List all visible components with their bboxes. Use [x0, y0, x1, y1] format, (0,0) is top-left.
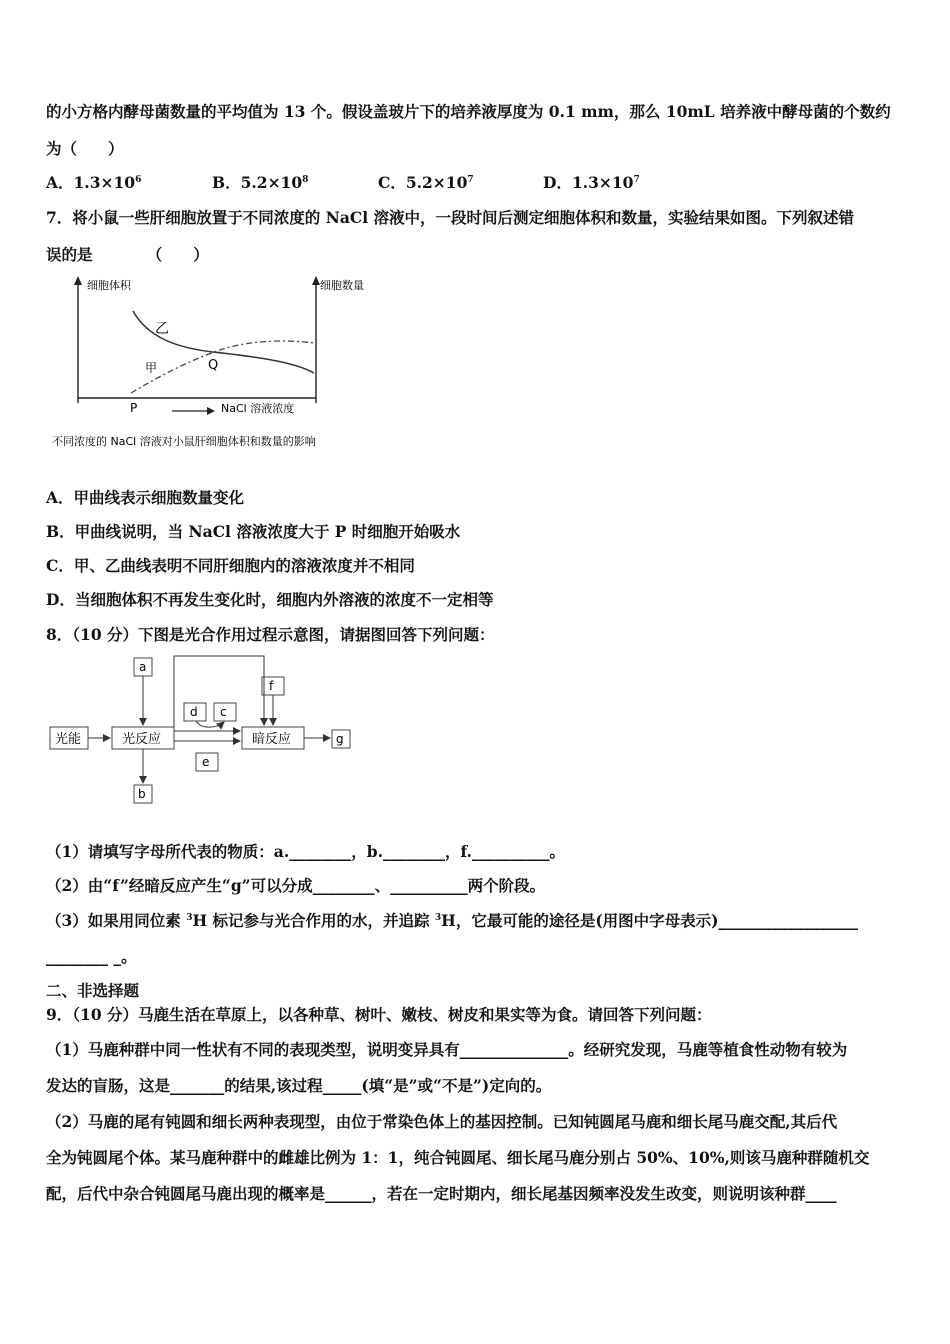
arrow-d-to-c — [196, 721, 224, 727]
q9-title: 9．（10 分）马鹿生活在草原上，以各种草、树叶、嫩枝、树皮和果实等为食。请回答下列问题： — [46, 1005, 712, 1024]
figure-caption: 不同浓度的 NaCl 溶液对小鼠肝细胞体积和数量的影响 — [52, 435, 316, 448]
q8-sub3-cont: ________ _。 — [46, 947, 137, 966]
q8-title: 8．（10 分）下图是光合作用过程示意图，请据图回答下列问题： — [46, 625, 495, 644]
box-f-label: f — [269, 679, 274, 693]
left-axis-arrow-icon — [74, 276, 82, 285]
box-dark-reaction-label: 暗反应 — [252, 732, 292, 747]
q6-line1: 的小方格内酵母菌数量的平均值为 13 个。假设盖玻片下的培养液厚度为 0.1 mm，那么 10mL 培养液中酵母菌的个数约 — [46, 102, 891, 121]
q7-option-a[interactable]: A．甲曲线表示细胞数量变化 — [46, 488, 245, 507]
box-b-label: b — [138, 787, 146, 801]
q7-line1: 7．将小鼠一些肝细胞放置于不同浓度的 NaCl 溶液中，一段时间后测定细胞体积和数量，实验结果如图。下列叙述错 — [46, 208, 855, 227]
q8-diagram — [46, 653, 366, 808]
q9-p1-l1: （1）马鹿种群中同一性状有不同的表现类型，说明变异具有______________。经研究发现，马鹿等植食性动物有较为 — [46, 1040, 848, 1059]
y-right-label: 细胞数量 — [320, 279, 364, 292]
q9-p2-l2: 全为钝圆尾个体。某马鹿种群中的雌雄比例为 1：1，纯合钝圆尾、细长尾马鹿分别占 50%、10%,则该马鹿种群随机交 — [46, 1148, 870, 1167]
q7-option-c[interactable]: C．甲、乙曲线表明不同肝细胞内的溶液浓度并不相同 — [46, 556, 415, 575]
box-c-label: c — [220, 705, 227, 719]
q7-option-b[interactable]: B．甲曲线说明，当 NaCl 溶液浓度大于 P 时细胞开始吸水 — [46, 522, 461, 541]
x-direction-arrow-icon — [207, 407, 215, 415]
x-axis-label: NaCl 溶液浓度 — [221, 402, 295, 415]
point-p-label: P — [130, 401, 138, 415]
box-g-label: g — [336, 732, 344, 746]
q9-p2-l1: （2）马鹿的尾有钝圆和细长两种表现型，由位于常染色体上的基因控制。已知钝圆尾马鹿和细长尾马鹿交配,其后代 — [46, 1112, 838, 1131]
box-d-label: d — [190, 705, 198, 719]
q6-line2: 为（ ） — [46, 139, 124, 158]
q9-p2-l3: 配，后代中杂合钝圆尾马鹿出现的概率是______，若在一定时期内，细长尾基因频率没发生改变，则说明该种群____ — [46, 1184, 837, 1203]
q8-sub1: （1）请填写字母所代表的物质：a.________，b.________，f.__________。 — [46, 842, 565, 861]
q8-sub2: （2）由“f”经暗反应产生“g”可以分成________、__________两个阶段。 — [46, 876, 546, 895]
q6-option-d[interactable]: D．$1.3\times 10^7$ — [543, 173, 640, 192]
box-light-label: 光能 — [55, 732, 82, 747]
q6-option-a[interactable]: A．$1.3\times 10^6$ — [46, 173, 142, 192]
q8-sub3: （3）如果用同位素 $^3$H 标记参与光合作用的水，并追踪 $^3$H，它最可能的途径是(用图中字母表示)__________________ — [46, 911, 858, 930]
q6-option-c[interactable]: C．$5.2\times 10^7$ — [378, 173, 474, 192]
q7-line2: 误的是 （ ） — [46, 245, 209, 264]
q7-figure — [48, 273, 368, 458]
y-left-label: 细胞体积 — [87, 279, 131, 292]
point-q-label: Q — [208, 358, 219, 373]
q7-option-d[interactable]: D．当细胞体积不再发生变化时，细胞内外溶液的浓度不一定相等 — [46, 590, 494, 609]
q6-option-b[interactable]: B．$5.2\times 10^8$ — [212, 173, 309, 192]
box-light-reaction-label: 光反应 — [122, 732, 162, 747]
arrow-loop — [174, 656, 264, 727]
box-a-label: a — [139, 660, 147, 674]
box-e-label: e — [202, 755, 210, 769]
section-heading: 二、非选择题 — [46, 981, 140, 1000]
right-axis-arrow-icon — [312, 276, 320, 285]
curve-jia-label: 甲 — [145, 361, 158, 375]
q9-p1-l2: 发达的盲肠，这是_______的结果,该过程_____(填“是”或“不是”)定向的。 — [46, 1076, 552, 1095]
curve-yi-label: 乙 — [155, 321, 169, 337]
curve-jia — [131, 341, 314, 393]
